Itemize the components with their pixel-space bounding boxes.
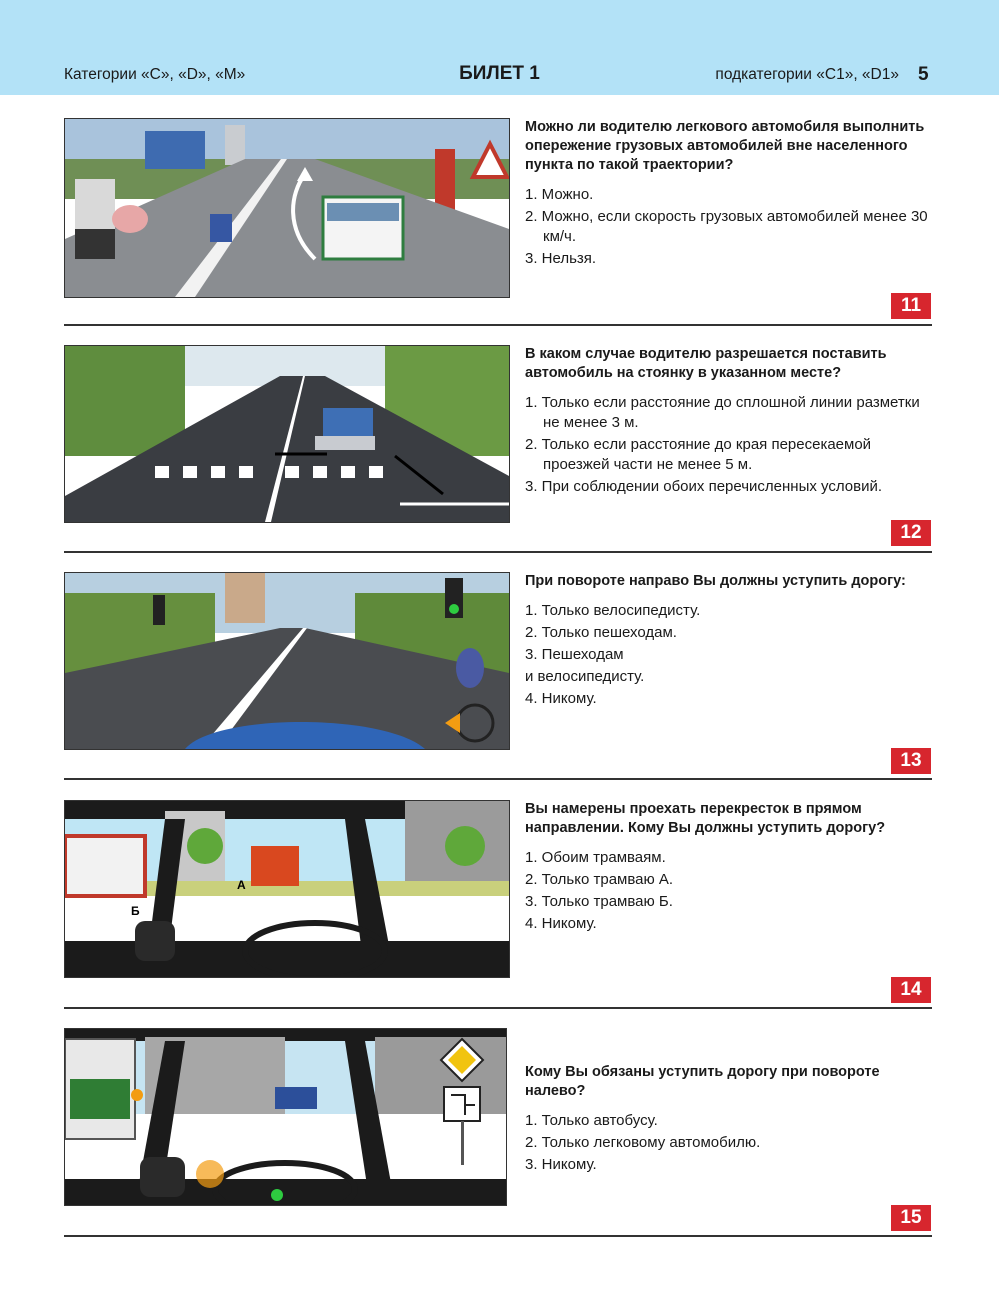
- question-14-title: Вы намерены проехать перекресток в прямом направлении. Кому Вы должны уступить дорогу?: [525, 801, 886, 836]
- question-13-answer-1[interactable]: 1. Только велосипедисту.: [525, 602, 701, 619]
- question-12-answer-1[interactable]: 1. Только если расстояние до сплошной линии разметки не менее 3 м.: [525, 394, 920, 431]
- ticket-title: БИЛЕТ 1: [459, 63, 540, 84]
- question-divider: [64, 551, 932, 553]
- page-number: 5: [918, 64, 929, 85]
- question-13-answer-3[interactable]: 3. Пешеходам: [525, 646, 624, 663]
- question-13-title: При повороте направо Вы должны уступить дорогу:: [525, 573, 906, 589]
- question-14-answer-4[interactable]: 4. Никому.: [525, 915, 597, 932]
- question-divider: [64, 1007, 932, 1009]
- question-12-image: [64, 345, 510, 523]
- question-12-title: В каком случае водителю разрешается поставить автомобиль на стоянку в указанном месте?: [525, 346, 887, 381]
- question-11-number: 11: [891, 293, 931, 319]
- question-13-answer-3-cont[interactable]: и велосипедисту.: [525, 668, 645, 685]
- question-15-answer-3[interactable]: 3. Никому.: [525, 1156, 597, 1173]
- question-15-title: Кому Вы обязаны уступить дорогу при повороте налево?: [525, 1064, 880, 1099]
- question-12-text: [525, 345, 937, 499]
- lane-direction-sign-icon: [444, 1087, 480, 1121]
- question-11-title: Можно ли водителю легкового автомобиля выполнить опережение грузовых автомобилей вне населенного пункта по такой траектории?: [525, 119, 925, 173]
- question-12-answer-2[interactable]: 2. Только если расстояние до края пересекаемой проезжей части не менее 5 м.: [525, 436, 872, 473]
- tram-a-label: А: [237, 878, 246, 892]
- tram-b-label: Б: [131, 904, 140, 918]
- question-divider: [64, 1235, 932, 1237]
- question-14-image: [64, 800, 510, 978]
- question-15-image: [64, 1028, 507, 1206]
- header-subcategories: подкатегории «С1», «D1»: [715, 66, 899, 83]
- question-12: [0, 345, 999, 573]
- question-13: [0, 572, 999, 800]
- question-11-answer-1[interactable]: 1. Можно.: [525, 186, 594, 203]
- question-15-answer-1[interactable]: 1. Только автобусу.: [525, 1112, 658, 1129]
- question-15-text: [525, 1028, 937, 1177]
- question-15-answer-2[interactable]: 2. Только легковому автомобилю.: [525, 1134, 761, 1151]
- question-13-number: 13: [891, 748, 931, 774]
- question-14-answer-2[interactable]: 2. Только трамваю А.: [525, 871, 674, 888]
- question-11: [0, 118, 999, 346]
- question-14-text: [525, 800, 937, 936]
- question-14: [0, 800, 999, 1028]
- question-14-answer-3[interactable]: 3. Только трамваю Б.: [525, 893, 673, 910]
- question-11-image: [64, 118, 510, 298]
- question-13-text: [525, 572, 937, 711]
- question-divider: [64, 778, 932, 780]
- page-header: [0, 0, 999, 95]
- question-divider: [64, 324, 932, 326]
- question-14-answer-1[interactable]: 1. Обоим трамваям.: [525, 849, 666, 866]
- question-11-answer-2[interactable]: 2. Можно, если скорость грузовых автомобилей менее 30 км/ч.: [525, 208, 928, 245]
- question-14-number: 14: [891, 977, 931, 1003]
- header-categories: Категории «С», «D», «М»: [64, 66, 246, 83]
- question-15: [0, 1028, 999, 1256]
- question-15-number: 15: [891, 1205, 931, 1231]
- question-12-number: 12: [891, 520, 931, 546]
- question-13-answer-2[interactable]: 2. Только пешеходам.: [525, 624, 677, 641]
- question-13-answer-4[interactable]: 4. Никому.: [525, 690, 597, 707]
- question-12-answer-3[interactable]: 3. При соблюдении обоих перечисленных условий.: [525, 478, 883, 495]
- question-11-text: [525, 118, 937, 271]
- question-13-image: [64, 572, 510, 750]
- question-11-answer-3[interactable]: 3. Нельзя.: [525, 250, 597, 267]
